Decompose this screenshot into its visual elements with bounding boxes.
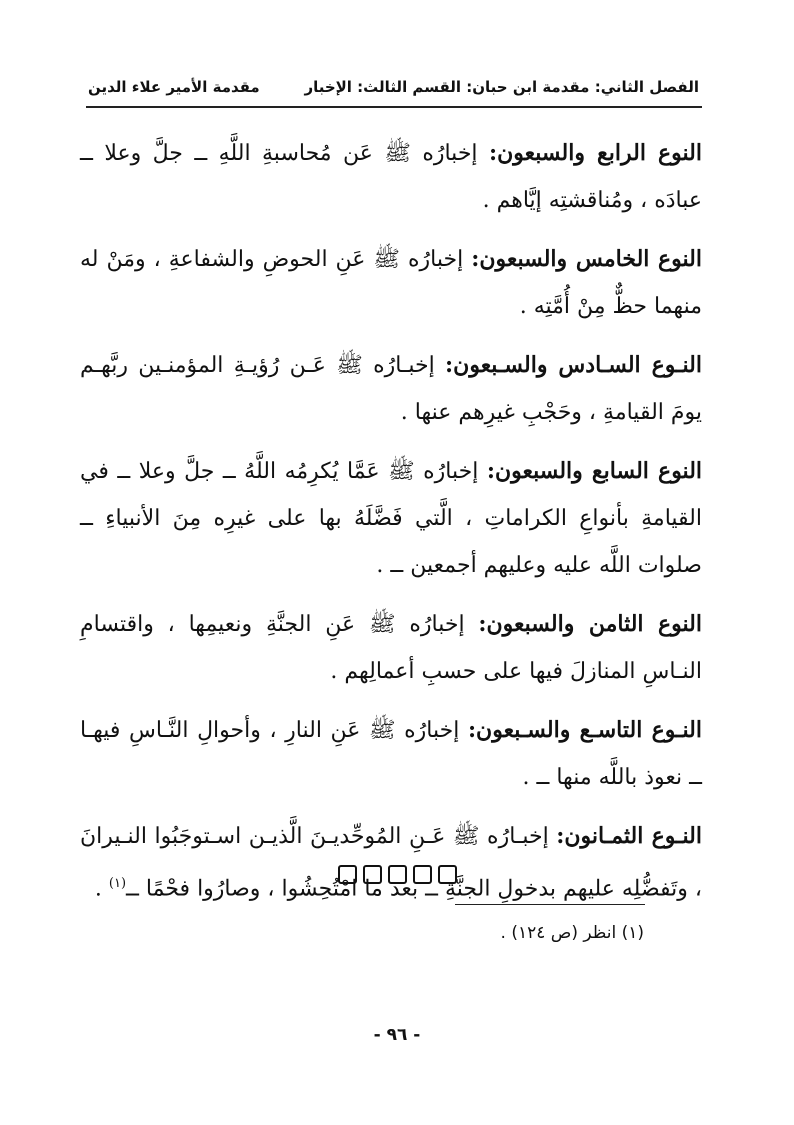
paragraph-end: . — [94, 876, 109, 902]
paragraph-80 — [80, 813, 702, 912]
main-text — [80, 130, 702, 924]
square-ornament-icon — [438, 865, 457, 884]
footnote: (١) انظر (ص ١٢٤) . — [500, 923, 644, 943]
chapter-title: الفصل الثاني: مقدمة ابن حبان: القسم الثالث: الإخبار — [304, 78, 699, 96]
book-title: مقدمة الأمير علاء الدين — [88, 78, 260, 96]
square-ornament-icon — [413, 865, 432, 884]
paragraph-78 — [80, 601, 702, 695]
paragraph-heading: النـوع الثمـانون: — [556, 823, 703, 849]
paragraph-heading: النـوع التاسـع والسـبعون: — [467, 717, 702, 743]
paragraph-text: إخبارُه ﷺ عَنِ الحوضِ والشفاعةِ ، ومَنْ له منهما حظٌّ مِنْ أُمَّتِه . — [80, 247, 702, 319]
paragraph-text: إخبـارُه ﷺ عَـن رُؤيـةِ المؤمنـين ربَّهـم يومَ القيامةِ ، وحَجْبِ غيرِهم عنها . — [80, 353, 702, 425]
paragraph-74 — [80, 130, 702, 224]
paragraph-76 — [80, 342, 702, 436]
paragraph-heading: النوع الثامن والسبعون: — [478, 611, 702, 637]
paragraph-text: إخبارُه ﷺ عَنِ الجنَّةِ ونعيمِها ، واقتسامِ النـاسِ المنازلَ فيها على حسبِ أعمالِهم . — [80, 612, 702, 684]
page-number: - ٩٦ - — [373, 1025, 421, 1045]
paragraph-heading: النوع السابع والسبعون: — [486, 458, 703, 484]
paragraph-heading: النوع الرابع والسبعون: — [488, 140, 702, 166]
paragraph-text: إخبـارُه ﷺ عَـنِ المُوحِّديـنَ الَّذيـن اسـتوجَبُوا النـيرانَ ، وتَفضُّلِه عليهم بدخولِ الجنَّةِ ــ بعد ما امْتُحِشُوا ، وصارُوا فحْمًا ــ — [80, 824, 702, 902]
paragraph-text: إخبارُه ﷺ عَنِ النارِ ، وأحوالِ النَّـاسِ فيهـا ــ نعوذ باللَّه منها ــ . — [80, 718, 702, 790]
square-ornament-icon — [388, 865, 407, 884]
square-ornament-icon — [363, 865, 382, 884]
header-divider — [86, 106, 702, 108]
paragraph-heading: النـوع السـادس والسـبعون: — [445, 352, 703, 378]
paragraph-text: إخبارُه ﷺ عَن مُحاسبةِ اللَّهِ ــ جلَّ وعلا ــ عبادَه ، ومُناقشتِه إيَّاهم . — [80, 141, 702, 213]
paragraph-79 — [80, 707, 702, 801]
footnote-divider — [455, 904, 645, 905]
section-ornament — [0, 864, 794, 884]
running-header — [88, 78, 699, 104]
paragraph-text: إخبارُه ﷺ عَمَّا يُكرِمُه اللَّهُ ــ جلَّ وعلا ــ في القيامةِ بأنواعِ الكراماتِ ، الَّتي فَضَّلَهُ بها على غيرِه مِنَ الأنبياءِ ــ صلوات اللَّه عليه وعليهم أجمعين ــ . — [80, 459, 702, 578]
paragraph-heading: النوع الخامس والسبعون: — [471, 246, 702, 272]
paragraph-77 — [80, 448, 702, 589]
square-ornament-icon — [338, 865, 357, 884]
footnote-marker: (١) — [108, 876, 127, 891]
paragraph-75 — [80, 236, 702, 330]
